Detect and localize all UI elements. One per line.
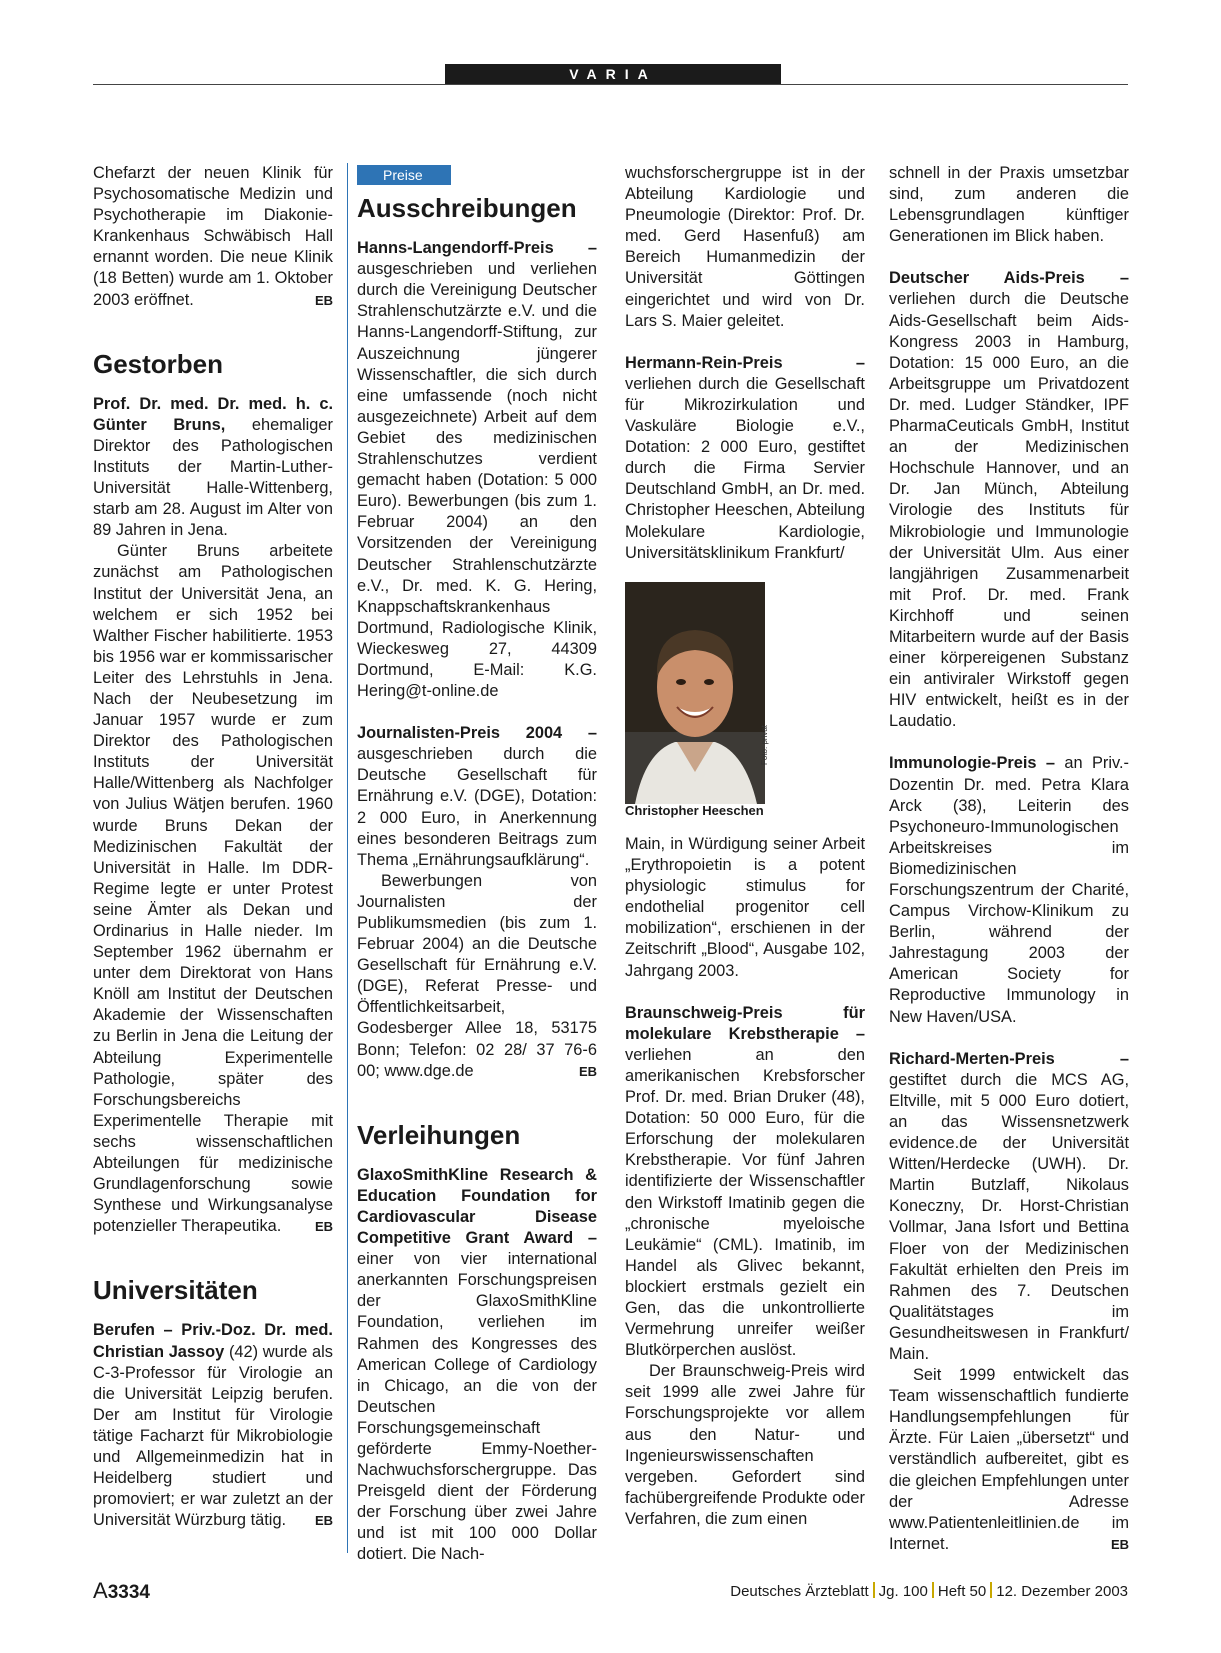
- journal-issue: Heft 50: [937, 1583, 987, 1600]
- author-signature: EB: [1110, 1536, 1129, 1552]
- page-prefix: A: [93, 1578, 108, 1603]
- lead-name: Prof. Dr. med. Dr. med. h. c. Günter Bruns,: [93, 394, 333, 434]
- kicker-preise: Preise: [357, 165, 451, 185]
- journal-name: Deutsches Ärzteblatt: [730, 1583, 869, 1600]
- paragraph: Braunschweig-Preis für molekulare Krebstherapie – verliehen an den amerikanischen Krebsforscher Prof. Dr. med. Brian Druker (48), Dotation: 50 000 Euro, für die Erforschung der molekularen Krebstherapie. Vor fünf Jahren identifizierte der Wissenschaftler den Wirkstoff Imatinib gegen die „chronische myeloische Leukämie“ (CML). Imatinib, im Handel als Glivec bekannt, blockiert erstmals gezielt ein Gen, das die unkontrollierte Vermehrung unreifer weißer Blutkörperchen auslöst.: [625, 1003, 865, 1360]
- paragraph: schnell in der Praxis umsetzbar sind, zum anderen die Lebensgrundlagen künftiger Generationen im Blick haben.: [889, 164, 1129, 246]
- heading-universitaeten: Universitäten: [93, 1275, 258, 1306]
- paragraph: Günter Bruns arbeitete zunächst am Pathologischen Institut der Universität Jena, an welchem er sich 1952 bei Walther Fischer habilitierte. 1953 bis 1956 war er kommissarischer Leiter des Lehrstuhls in Jena. Nach der Neubesetzung im Januar 1957 wurde er zum Direktor des Pathologischen Instituts der Universität Halle/Wittenberg als Nachfolger von Julius Wätjen berufen. 1960 wurde Bruns Dekan der Medizinischen Fakultät der Universität in Halle. Im DDR-Regime legte er unter Protest seine Ämter als Dekan und Ordinarius in Halle nieder. Im September 1962 übernahm er unter dem Direktorat von Hans Knöll am Institut der Deutschen Akademie der Wissenschaften zu Berlin in Jena die Leitung der Abteilung Experimentelle Pathologie, später des Forschungsbereichs Experimentelle Therapie mit sechs wissenschaftlichen Abteilungen für medizinische Grundlagenforschung sowie Synthese und Wirkungsanalyse potenzieller Therapeutika. EB: [93, 541, 333, 1237]
- portrait-image: [625, 582, 765, 804]
- paragraph: Chefarzt der neuen Klinik für Psychosomatische Medizin und Psychotherapie im Diakonie-Krankenhaus Schwäbisch Hall ernannt worden. Die neue Klinik (18 Betten) wurde am 1. Oktober 2003 eröffnet. EB: [93, 163, 333, 311]
- author-signature: EB: [314, 292, 333, 308]
- lead-name: GlaxoSmithKline Research & Education Foundation for Cardiovascular Disease Competitive Grant Award –: [357, 1165, 597, 1248]
- lead-name: Deutscher Aids-Preis –: [889, 269, 1129, 288]
- lead-name: Richard-Merten-Preis –: [889, 1049, 1129, 1068]
- author-signature: EB: [578, 1063, 597, 1079]
- divider: [873, 1582, 875, 1598]
- paragraph: Deutscher Aids-Preis – verliehen durch die Deutsche Aids-Gesellschaft beim Aids-Kongress 2003 in Hamburg, Dotation: 15 000 Euro, an die Arbeitsgruppe um Privatdozent Dr. med. Ludger Ständker, IPF PharmaCeuticals GmbH, Institut an der Medizinischen Hochschule Hannover, und an Dr. Jan Münch, Abteilung Virologie des Instituts für Mikrobiologie und Immunologie der Universität Ulm. Aus einer langjährigen Zusammenarbeit mit Prof. Dr. med. Frank Kirchhoff und seinen Mitarbeitern wurde auf der Basis einer körpereigenen Substanz ein antiviraler Wirkstoff gegen HIV entwickelt, heißt es in der Laudatio.: [889, 269, 1129, 731]
- paragraph: Prof. Dr. med. Dr. med. h. c. Günter Bruns, ehemaliger Direktor des Pathologischen Instituts der Martin-Luther-Universität Halle-Wittenberg, starb am 28. August im Alter von 89 Jahren in Jena.: [93, 394, 333, 540]
- paragraph: Hanns-Langendorff-Preis – ausgeschrieben und verliehen durch die Vereinigung Deutscher Strahlenschutzärzte e.V. und die Hanns-Langendorff-Stiftung, zur Auszeichnung jüngerer Wissenschaftler, die sich durch eine umfassende (noch nicht ausgezeichnete) Arbeit auf dem Gebiet des medizinischen Strahlenschutzes verdient gemacht haben (Dotation: 5 000 Euro). Bewerbungen (bis zum 1. Februar 2004) an den Vorsitzenden der Vereinigung Deutscher Strahlenschutzärzte e.V., Dr. med. K. G. Hering, Knappschaftskrankenhaus Dortmund, Radiologische Klinik, Wieckesweg 27, 44309 Dortmund, E-Mail: K.G. Hering@t-online.de: [357, 239, 597, 701]
- section-label: VARIA: [445, 64, 781, 85]
- paragraph: Journalisten-Preis 2004 – ausgeschrieben durch die Deutsche Gesellschaft für Ernährung e.V. (DGE), Dotation: 2 000 Euro, in Anerkennung eines besonderen Beitrags zum Thema „Ernährungsaufklärung“.: [357, 724, 597, 869]
- lead-name: Braunschweig-Preis für molekulare Krebstherapie –: [625, 1003, 865, 1043]
- lead-name: Immunologie-Preis –: [889, 754, 1056, 773]
- paragraph: Berufen – Priv.-Doz. Dr. med. Christian Jassoy (42) wurde als C-3-Professor für Virologie an die Universität Leipzig berufen. Der am Institut für Virologie tätige Facharzt für Mikrobiologie und Allgemeinmedizin hat in Heidelberg studiert und promoviert; er war zuletzt an der Universität Würzburg tätig. EB: [93, 1320, 333, 1531]
- heading-ausschreibungen: Ausschreibungen: [357, 193, 577, 224]
- column-3-continued: [625, 834, 865, 1530]
- lead-name: Hermann-Rein-Preis –: [625, 353, 865, 372]
- paragraph: Richard-Merten-Preis – gestiftet durch die MCS AG, Eltville, mit 5 000 Euro dotiert, an das Wissensnetzwerk evidence.de der Universität Witten/Herdecke (UWH). Dr. Martin Butzlaff, Nikolaus Koneczny, Dr. Horst-Christian Vollmar, Jana Isfort und Bettina Floer von der Medizinischen Fakultät erhielten den Preis im Rahmen des 7. Deutschen Qualitätstages im Gesundheitswesen in Frankfurt/ Main.: [889, 1049, 1129, 1363]
- header-rule: [93, 84, 1128, 85]
- lead-name: Hanns-Langendorff-Preis –: [357, 239, 597, 258]
- divider: [990, 1582, 992, 1598]
- photo-credit: Foto: privat: [760, 724, 769, 765]
- heading-verleihungen: Verleihungen: [357, 1119, 521, 1150]
- portrait-photo: [625, 582, 765, 804]
- paragraph: Hermann-Rein-Preis – verliehen durch die Gesellschaft für Mikrozirkulation und Vaskuläre Biologie e.V., Dotation: 2 000 Euro, gestiftet durch die Firma Servier Deutschland GmbH, an Dr. med. Christopher Heeschen, Abteilung Molekulare Kardiologie, Universitätsklinikum Frankfurt/: [625, 353, 865, 562]
- column-1: [93, 163, 333, 1531]
- paragraph: Seit 1999 entwickelt das Team wissenschaftlich fundierte Handlungsempfehlungen für Ärzte. Für Laien „übersetzt“ und verständlich aufbereitet, gibt es die gleichen Empfehlungen unter der Adresse www.Patientenleitlinien.de im Internet. EB: [889, 1365, 1129, 1555]
- journal-date: 12. Dezember 2003: [996, 1583, 1128, 1600]
- author-signature: EB: [314, 1219, 333, 1235]
- column-divider: [347, 163, 348, 1553]
- lead-name: Journalisten-Preis 2004 –: [357, 724, 597, 743]
- column-2: [357, 163, 597, 1566]
- paragraph: Main, in Würdigung seiner Arbeit „Erythropoietin is a potent physiologic stimulus for endothelial progenitor cell mobilization“, erschienen in der Zeitschrift „Blood“, Ausgabe 102, Jahrgang 2003.: [625, 835, 865, 980]
- paragraph: GlaxoSmithKline Research & Education Foundation for Cardiovascular Disease Competitive Grant Award – einer von vier international anerkannten Forschungspreisen der GlaxoSmithKline Foundation, verliehen im Rahmen des Kongresses des American College of Cardiology in Chicago, an die von der Deutschen Forschungsgemeinschaft geförderte Emmy-Noether-Nachwuchsforschergruppe. Das Preisgeld dient der Förderung der Forschung über zwei Jahre und ist mit 100 000 Dollar dotiert. Die Nach-: [357, 1165, 597, 1564]
- page-number-value: 3334: [107, 1582, 150, 1603]
- page-number: [93, 1578, 150, 1604]
- paragraph: Bewerbungen von Journalisten der Publikumsmedien (bis zum 1. Februar 2004) an die Deutsche Gesellschaft für Ernährung e.V. (DGE), Referat Presse- und Öffentlichkeitsarbeit, Godesberger Allee 18, 53175 Bonn; Telefon: 02 28/ 37 76-6 00; www.dge.de EB: [357, 871, 597, 1082]
- journal-footer: [730, 1582, 1128, 1600]
- heading-gestorben: Gestorben: [93, 348, 224, 379]
- column-4: [889, 163, 1129, 1555]
- author-signature: EB: [314, 1513, 333, 1529]
- journal-volume: Jg. 100: [878, 1583, 928, 1600]
- lead-name: Berufen – Priv.-Doz. Dr. med. Christian Jassoy: [93, 1321, 333, 1361]
- paragraph: Der Braunschweig-Preis wird seit 1999 alle zwei Jahre für Forschungsprojekte vor allem aus den Natur- und Ingenieurswissenschaften vergeben. Gefordert sind fachübergreifende Produkte oder Verfahren, die zum einen: [625, 1362, 865, 1528]
- paragraph: Immunologie-Preis – an Priv.-Dozentin Dr. med. Petra Klara Arck (38), Leiterin des Psychoneuro-Immunologischen Arbeitskreises im Biomedizinischen Forschungszentrum der Charité, Campus Virchow-Klinikum zu Berlin, während der Jahrestagung 2003 der American Society for Reproductive Immunology in New Haven/USA.: [889, 754, 1129, 1026]
- paragraph: wuchsforschergruppe ist in der Abteilung Kardiologie und Pneumologie (Direktor: Prof. Dr. med. Gerd Hasenfuß) am Bereich Humanmedizin der Universität Göttingen eingerichtet und wird von Dr. Lars S. Maier geleitet.: [625, 164, 865, 330]
- divider: [932, 1582, 934, 1598]
- column-3: [625, 163, 865, 564]
- photo-caption: Christopher Heeschen: [625, 803, 764, 818]
